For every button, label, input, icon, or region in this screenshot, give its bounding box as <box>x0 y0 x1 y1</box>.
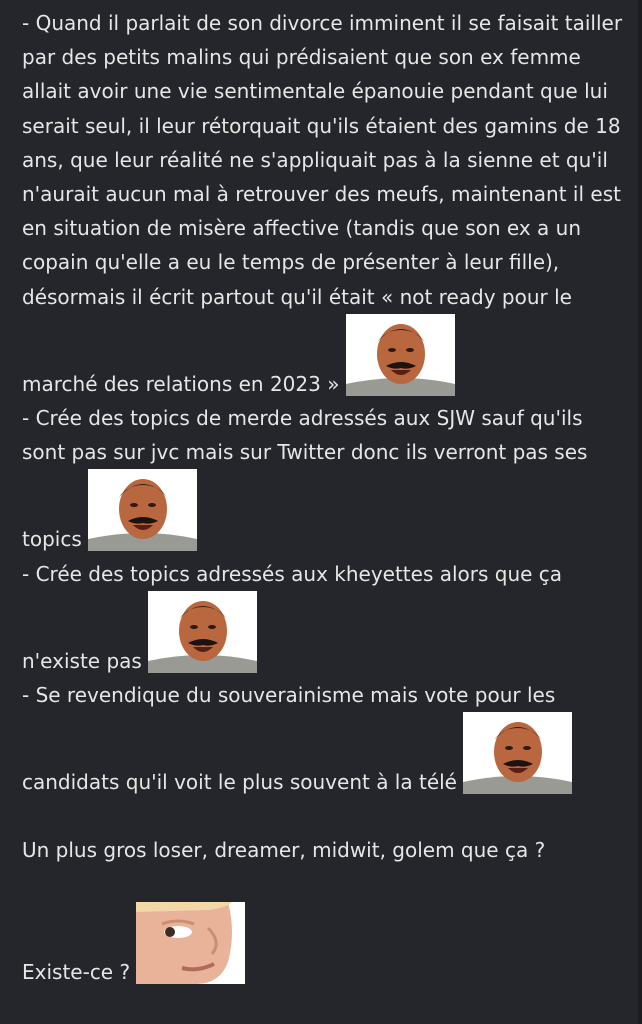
scroll-edge <box>638 0 642 1024</box>
post-paragraph-existe <box>22 902 626 989</box>
risitas-icon <box>88 469 197 551</box>
post-paragraph-sjw <box>22 401 626 557</box>
paragraph-text: - Crée des topics adressés aux kheyettes alors que ça n'existe pas <box>22 561 563 673</box>
risitas-sticker-2 <box>88 469 197 551</box>
paragraph-text: Existe-ce ? <box>22 959 131 984</box>
risitas-sticker-4 <box>463 712 572 794</box>
risitas-icon <box>148 591 257 673</box>
risitas-sticker-3 <box>148 591 257 673</box>
post-paragraph-souverainisme <box>22 678 626 799</box>
paragraph-text: Un plus gros loser, dreamer, midwit, golem que ça ? <box>22 838 546 863</box>
paragraph-spacer <box>22 868 626 902</box>
risitas-icon <box>346 314 455 396</box>
post-paragraph-divorce <box>22 6 626 401</box>
post-paragraph-kheyettes <box>22 557 626 678</box>
paragraph-text: - Quand il parlait de son divorce imminent il se faisait tailler par des petits malins qui prédisaient que son ex femme allait avoir une vie sentimentale épanouie pendant que lui serait seul, il leur rétorquait qu'ils étaient des gamins de 18 ans, que leur réalité ne s'appliquait pas à la sienne et qu'il n'aurait aucun mal à retrouver des meufs, maintenant il est en situation de misère affective (tandis que son ex a un copain qu'elle a eu le temps de présenter à leur fille), désormais il écrit partout qu'il était « not ready pour le marché des relations en 2023 » <box>22 11 623 396</box>
risitas-sticker-1 <box>346 314 455 396</box>
paragraph-text: - Se revendique du souverainisme mais vote pour les candidats qu'il voit le plus souvent à la télé <box>22 683 556 795</box>
side-eye-face-icon <box>136 902 245 984</box>
paragraph-spacer <box>22 799 626 833</box>
risitas-icon <box>463 712 572 794</box>
post-paragraph-question <box>22 833 626 867</box>
paragraph-text: - Crée des topics de merde adressés aux SJW sauf qu'ils sont pas sur jvc mais sur Twitter donc ils verront pas ses topics <box>22 406 588 552</box>
side-eye-sticker <box>136 902 245 984</box>
